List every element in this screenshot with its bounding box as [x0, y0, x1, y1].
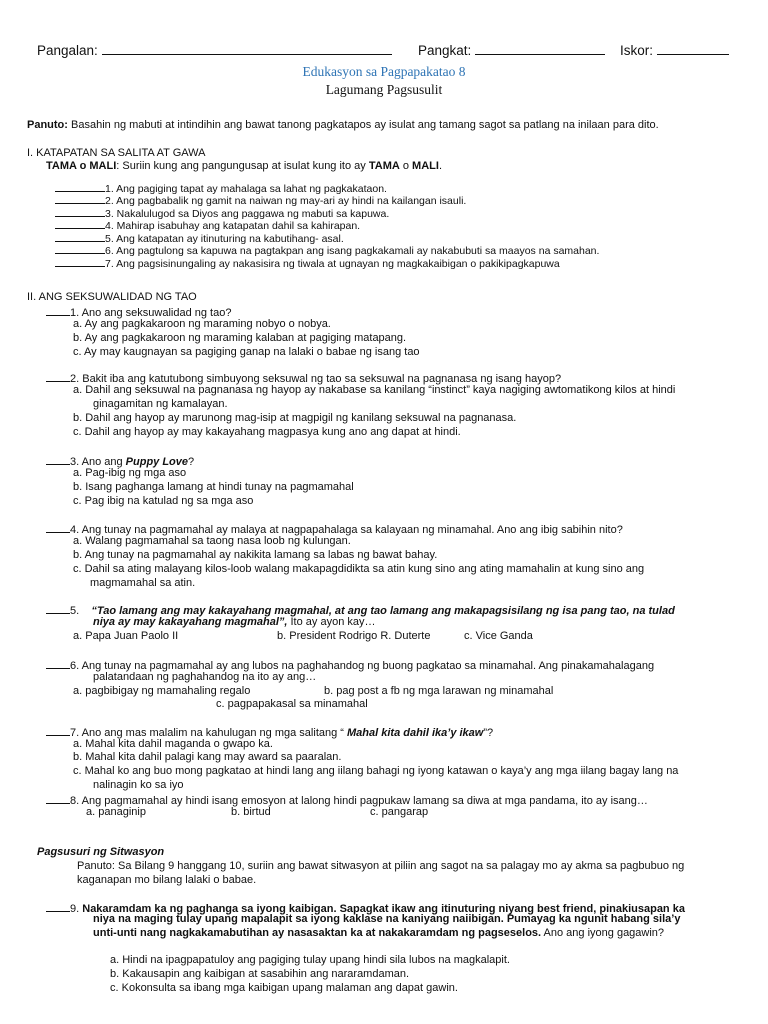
answer-blank[interactable] [55, 217, 105, 229]
choice-c-cont: magmamahal sa atin. [90, 577, 196, 589]
question-text: Nakaramdam ka ng paghanga sa iyong kaibigan. Sapagkat ikaw ang itinuturing niyang best friend, pinakiusapan ka [79, 903, 685, 915]
group-line [418, 43, 605, 58]
answer-blank[interactable] [55, 192, 105, 204]
answer-blank[interactable] [46, 724, 70, 736]
choice-a[interactable]: a. pagbibigay ng mamahaling regalo [73, 685, 251, 697]
question-text: 8. Ang pagmamahal ay hindi isang emosyon at lalong hindi pagpukaw lamang sa diwa at mga pandama, ito ay isang… [70, 795, 648, 807]
question-emphasis: Mahal kita dahil ika’y ikaw [347, 727, 484, 739]
question-quote: “Tao lamang ang may kakayahang magmahal, at ang tao lamang ang makapagsisilang ng isa pang tao, na tulad [91, 605, 675, 617]
choice-a[interactable]: a. panaginip [86, 806, 146, 818]
q9-cont: niya na maging tulay upang mapalapit sa iyong kaklase na kaniyang naiibigan. Pumayag ka ngunit habang sila’y [93, 913, 681, 925]
question-text: 3. Ano ang [70, 456, 126, 468]
choice-b[interactable]: b. Kakausapin ang kaibigan at sasabihin ang nararamdaman. [110, 968, 410, 980]
question-emphasis: Puppy Love [125, 456, 189, 468]
question-text: unti-unti nang nagkakamabutihan ay nasasaktan ka at nakakaramdam ng pagseselos. [93, 927, 542, 939]
choice-a-cont: ginagamitan ng kamalayan. [93, 398, 228, 410]
question-number: 9. [70, 903, 80, 915]
instructions-label: Panuto: [27, 119, 68, 131]
part1-title: I. KATAPATAN SA SALITA AT GAWA [27, 147, 206, 159]
choice-b[interactable]: b. Isang paghanga lamang at hindi tunay na pagmamahal [73, 481, 354, 493]
name-label: Pangalan: [37, 43, 98, 58]
answer-blank[interactable] [46, 792, 70, 804]
part1-directive [46, 160, 442, 173]
score-label: Iskor: [620, 43, 654, 58]
directive-mali: MALI [412, 160, 439, 172]
question-end: Ito ay ayon kay… [287, 616, 376, 628]
choice-a[interactable]: a. Walang pagmamahal sa taong nasa loob ng kulungan. [73, 535, 351, 547]
part1-item-text: 7. Ang pagsisinungaling ay nakasisira ng tiwala at ugnayan ng magkakaibigan o pakikipagkapuwa [105, 258, 560, 270]
question-text: 6. Ang tunay na pagmamahal ay ang lubos na paghahandog ng buong pagkatao sa minamahal. Ang pinakamahalagang [70, 660, 655, 672]
choice-a[interactable]: a. Mahal kita dahil maganda o gwapo ka. [73, 738, 273, 750]
part1-item-text: 2. Ang pagbabalik ng gamit na naiwan ng may-ari ay hindi na kailangan isauli. [105, 195, 467, 207]
answer-blank[interactable] [46, 602, 70, 614]
choice-c[interactable]: c. Dahil ang hayop ay may kakayahang magpasya kung ano ang dapat at hindi. [73, 426, 461, 438]
directive-tama: TAMA [368, 160, 400, 172]
part1-item [55, 255, 560, 271]
part2-title: II. ANG SEKSUWALIDAD NG TAO [27, 291, 197, 303]
choice-b[interactable]: b. birtud [231, 806, 271, 818]
question-text: 4. Ang tunay na pagmamahal ay malaya at nagpapahalaga sa kalayaan ng minamahal. Ano ang ibig sabihin nito? [70, 524, 623, 536]
part3-instructions-cont: kaganapan mo bilang lalaki o babae. [77, 874, 257, 886]
question-end: Ano ang iyong gagawin? [541, 927, 665, 939]
score-blank[interactable] [657, 43, 729, 55]
part1-item-text: 5. Ang katapatan ay itinuturing na kabutihang- asal. [105, 233, 344, 245]
choice-b[interactable]: b. Ay ang pagkakaroon ng maraming kalaban at pagiging matapang. [73, 332, 407, 344]
question-text: 7. Ano ang mas malalim na kahulugan ng mga salitang “ [70, 727, 347, 739]
answer-blank[interactable] [55, 230, 105, 242]
choice-b[interactable]: b. President Rodrigo R. Duterte [277, 630, 431, 642]
choice-a[interactable]: a. Pag-ibig ng mga aso [73, 467, 187, 479]
answer-blank[interactable] [46, 370, 70, 382]
answer-blank[interactable] [55, 242, 105, 254]
choice-a[interactable]: a. Hindi na ipagpapatuloy ang pagiging tulay upang hindi sila lubos na magkalapit. [110, 954, 510, 966]
part1-item-text: 4. Mahirap isabuhay ang katapatan dahil sa kahirapan. [105, 220, 361, 232]
answer-blank[interactable] [46, 657, 70, 669]
answer-blank[interactable] [46, 521, 70, 533]
subject-title: Edukasyon sa Pagpapakatao 8 [302, 64, 466, 79]
part1-item-text: 6. Ang pagtulong sa kapuwa na pagtakpan ang isang pagkakamali ay nakabubuti sa maayos na samahan. [105, 245, 600, 257]
question-end: ”? [483, 727, 494, 739]
name-line [37, 43, 392, 58]
part1-item-text: 1. Ang pagiging tapat ay mahalaga sa lahat ng pagkakataon. [105, 183, 387, 195]
directive-end: . [438, 160, 442, 172]
answer-blank[interactable] [46, 304, 70, 316]
choice-c[interactable]: c. pagpapakasal sa minamahal [216, 698, 368, 710]
choice-c[interactable]: c. Mahal ko ang buo mong pagkatao at hindi lang ang iilang bahagi ng iyong katawan o kaya’y ang mga iilang bagay lang na [73, 765, 679, 777]
group-blank[interactable] [475, 43, 605, 55]
answer-blank[interactable] [55, 255, 105, 267]
choice-a[interactable]: a. Papa Juan Paolo II [73, 630, 179, 642]
directive-text: : Suriin kung ang pangungusap at isulat kung ito ay [116, 160, 369, 172]
q6-cont: palatandaan ng paghahandog na ito ay ang… [93, 671, 317, 683]
choice-c-cont: nalinagin ko sa iyo [93, 779, 184, 791]
question-end: ? [188, 456, 195, 468]
score-line [620, 43, 729, 58]
question-text: 1. Ano ang seksuwalidad ng tao? [70, 307, 232, 319]
choice-b[interactable]: b. Dahil ang hayop ay marunong mag-isip at magpigil ng kanilang seksuwal na pagnanasa. [73, 412, 517, 424]
choice-c[interactable]: c. pangarap [370, 806, 429, 818]
directive-o: o [399, 160, 413, 172]
instructions-text: Basahin ng mabuti at intindihin ang bawat tanong pagkatapos ay isulat ang tamang sagot sa patlang na inilaan para dito. [71, 119, 659, 131]
part3-title: Pagsusuri ng Sitwasyon [37, 846, 165, 858]
question-text: 2. Bakit iba ang katutubong simbuyong seksuwal ng tao sa seksuwal na pagnanasa ng isang hayop? [70, 373, 562, 385]
question-quote: niya ay may kakayahang magmahal”, [93, 616, 288, 628]
choice-b[interactable]: b. Mahal kita dahil palagi kang may award sa paaralan. [73, 751, 342, 763]
choice-a[interactable]: a. Dahil ang seksuwal na pagnanasa ng hayop ay nakabase sa kanilang “instinct” kaya nagiging awtomatikong kilos at hindi [73, 384, 676, 396]
choice-c[interactable]: c. Ay may kaugnayan sa pagiging ganap na lalaki o babae ng isang tao [73, 346, 420, 358]
q5-cont [93, 616, 375, 629]
instructions [27, 119, 659, 132]
part1-item-text: 3. Nakalulugod sa Diyos ang paggawa ng mabuti sa kapuwa. [105, 208, 390, 220]
choice-c[interactable]: c. Vice Ganda [464, 630, 533, 642]
answer-blank[interactable] [55, 205, 105, 217]
question-number: 5. [70, 605, 80, 617]
q9-cont [93, 927, 664, 940]
answer-blank[interactable] [46, 900, 70, 912]
choice-b[interactable]: b. pag post a fb ng mga larawan ng minamahal [324, 685, 554, 697]
answer-blank[interactable] [55, 180, 105, 192]
directive-bold: TAMA o MALI [46, 160, 117, 172]
test-title: Lagumang Pagsusulit [325, 82, 443, 97]
answer-blank[interactable] [46, 453, 70, 465]
name-blank[interactable] [102, 43, 392, 55]
group-label: Pangkat: [418, 43, 472, 58]
choice-a[interactable]: a. Ay ang pagkakaroon ng maraming nobyo o nobya. [73, 318, 331, 330]
choice-c[interactable]: c. Pag ibig na katulad ng sa mga aso [73, 495, 254, 507]
choice-c[interactable]: c. Dahil sa ating malayang kilos-loob walang makapagdidikta sa atin kung sino ang ating mamahalin at kung sino ang [73, 563, 645, 575]
part3-instructions: Panuto: Sa Bilang 9 hanggang 10, suriin ang bawat sitwasyon at piliin ang sagot na sa palagay mo ay akma sa pagbubuo ng [77, 860, 685, 872]
choice-c[interactable]: c. Kokonsulta sa ibang mga kaibigan upang malaman ang dapat gawin. [110, 982, 458, 994]
choice-b[interactable]: b. Ang tunay na pagmamahal ay nakikita lamang sa labas ng bawat bahay. [73, 549, 438, 561]
